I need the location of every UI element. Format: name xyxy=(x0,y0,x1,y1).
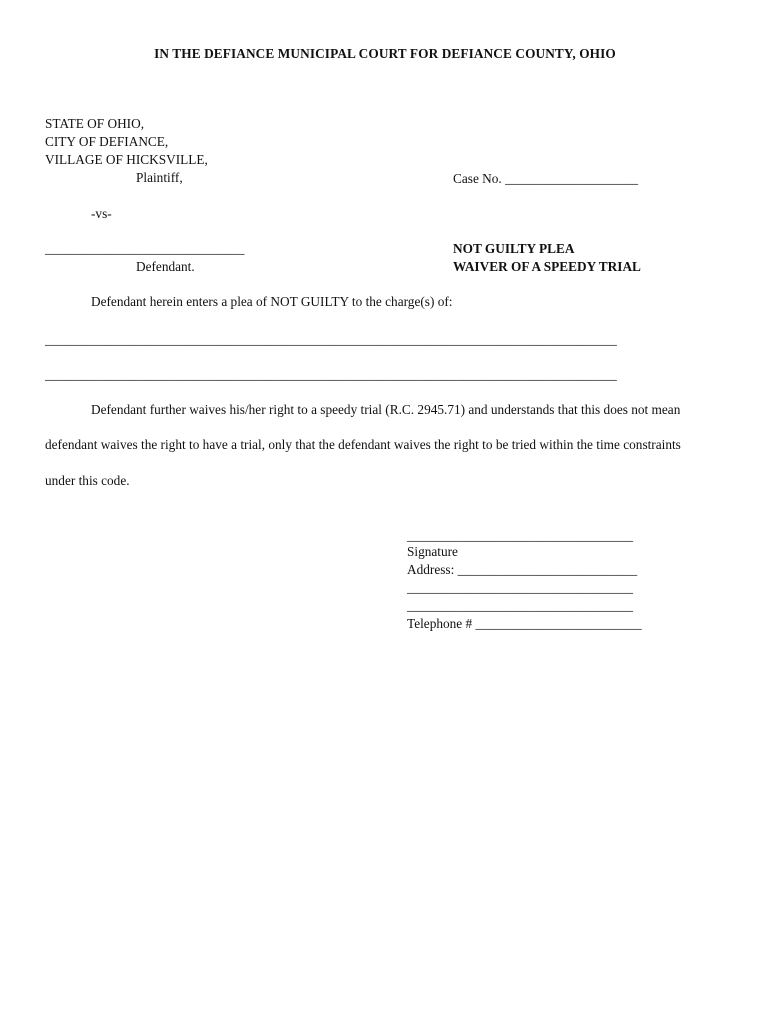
plaintiff-label: Plaintiff, xyxy=(136,170,183,185)
plea-statement: Defendant herein enters a plea of NOT GUILTY to the charge(s) of: xyxy=(91,294,453,309)
plea-title: NOT GUILTY PLEA xyxy=(453,241,575,256)
waiver-text-line-3: under this code. xyxy=(45,473,130,488)
charge-line-1[interactable]: ______________________________________________________________________________________ xyxy=(45,332,617,347)
address-line-3[interactable]: __________________________________ xyxy=(407,598,634,613)
versus-label: -vs- xyxy=(91,206,112,221)
party-state: STATE OF OHIO, xyxy=(45,116,145,131)
address-line-2[interactable]: __________________________________ xyxy=(407,580,634,595)
waiver-title: WAIVER OF A SPEEDY TRIAL xyxy=(453,259,641,274)
party-city: CITY OF DEFIANCE, xyxy=(45,134,169,149)
waiver-text-line-1: Defendant further waives his/her right to a speedy trial (R.C. 2945.71) and understands that this does not mean xyxy=(91,402,681,417)
defendant-name-line[interactable]: ______________________________ xyxy=(45,241,245,256)
charge-line-2[interactable]: ______________________________________________________________________________________ xyxy=(45,367,617,382)
signature-line[interactable]: __________________________________ xyxy=(407,528,634,543)
signature-label: Signature xyxy=(407,544,458,559)
telephone-field[interactable]: Telephone # _________________________ xyxy=(407,616,642,631)
court-title: IN THE DEFIANCE MUNICIPAL COURT FOR DEFIANCE COUNTY, OHIO xyxy=(154,46,616,61)
address-field[interactable]: Address: ___________________________ xyxy=(407,562,638,577)
case-number-field[interactable]: Case No. ____________________ xyxy=(453,171,639,186)
defendant-label: Defendant. xyxy=(136,259,195,274)
waiver-text-line-2: defendant waives the right to have a trial, only that the defendant waives the right to be tried within the time constraints xyxy=(45,437,681,452)
party-village: VILLAGE OF HICKSVILLE, xyxy=(45,152,208,167)
